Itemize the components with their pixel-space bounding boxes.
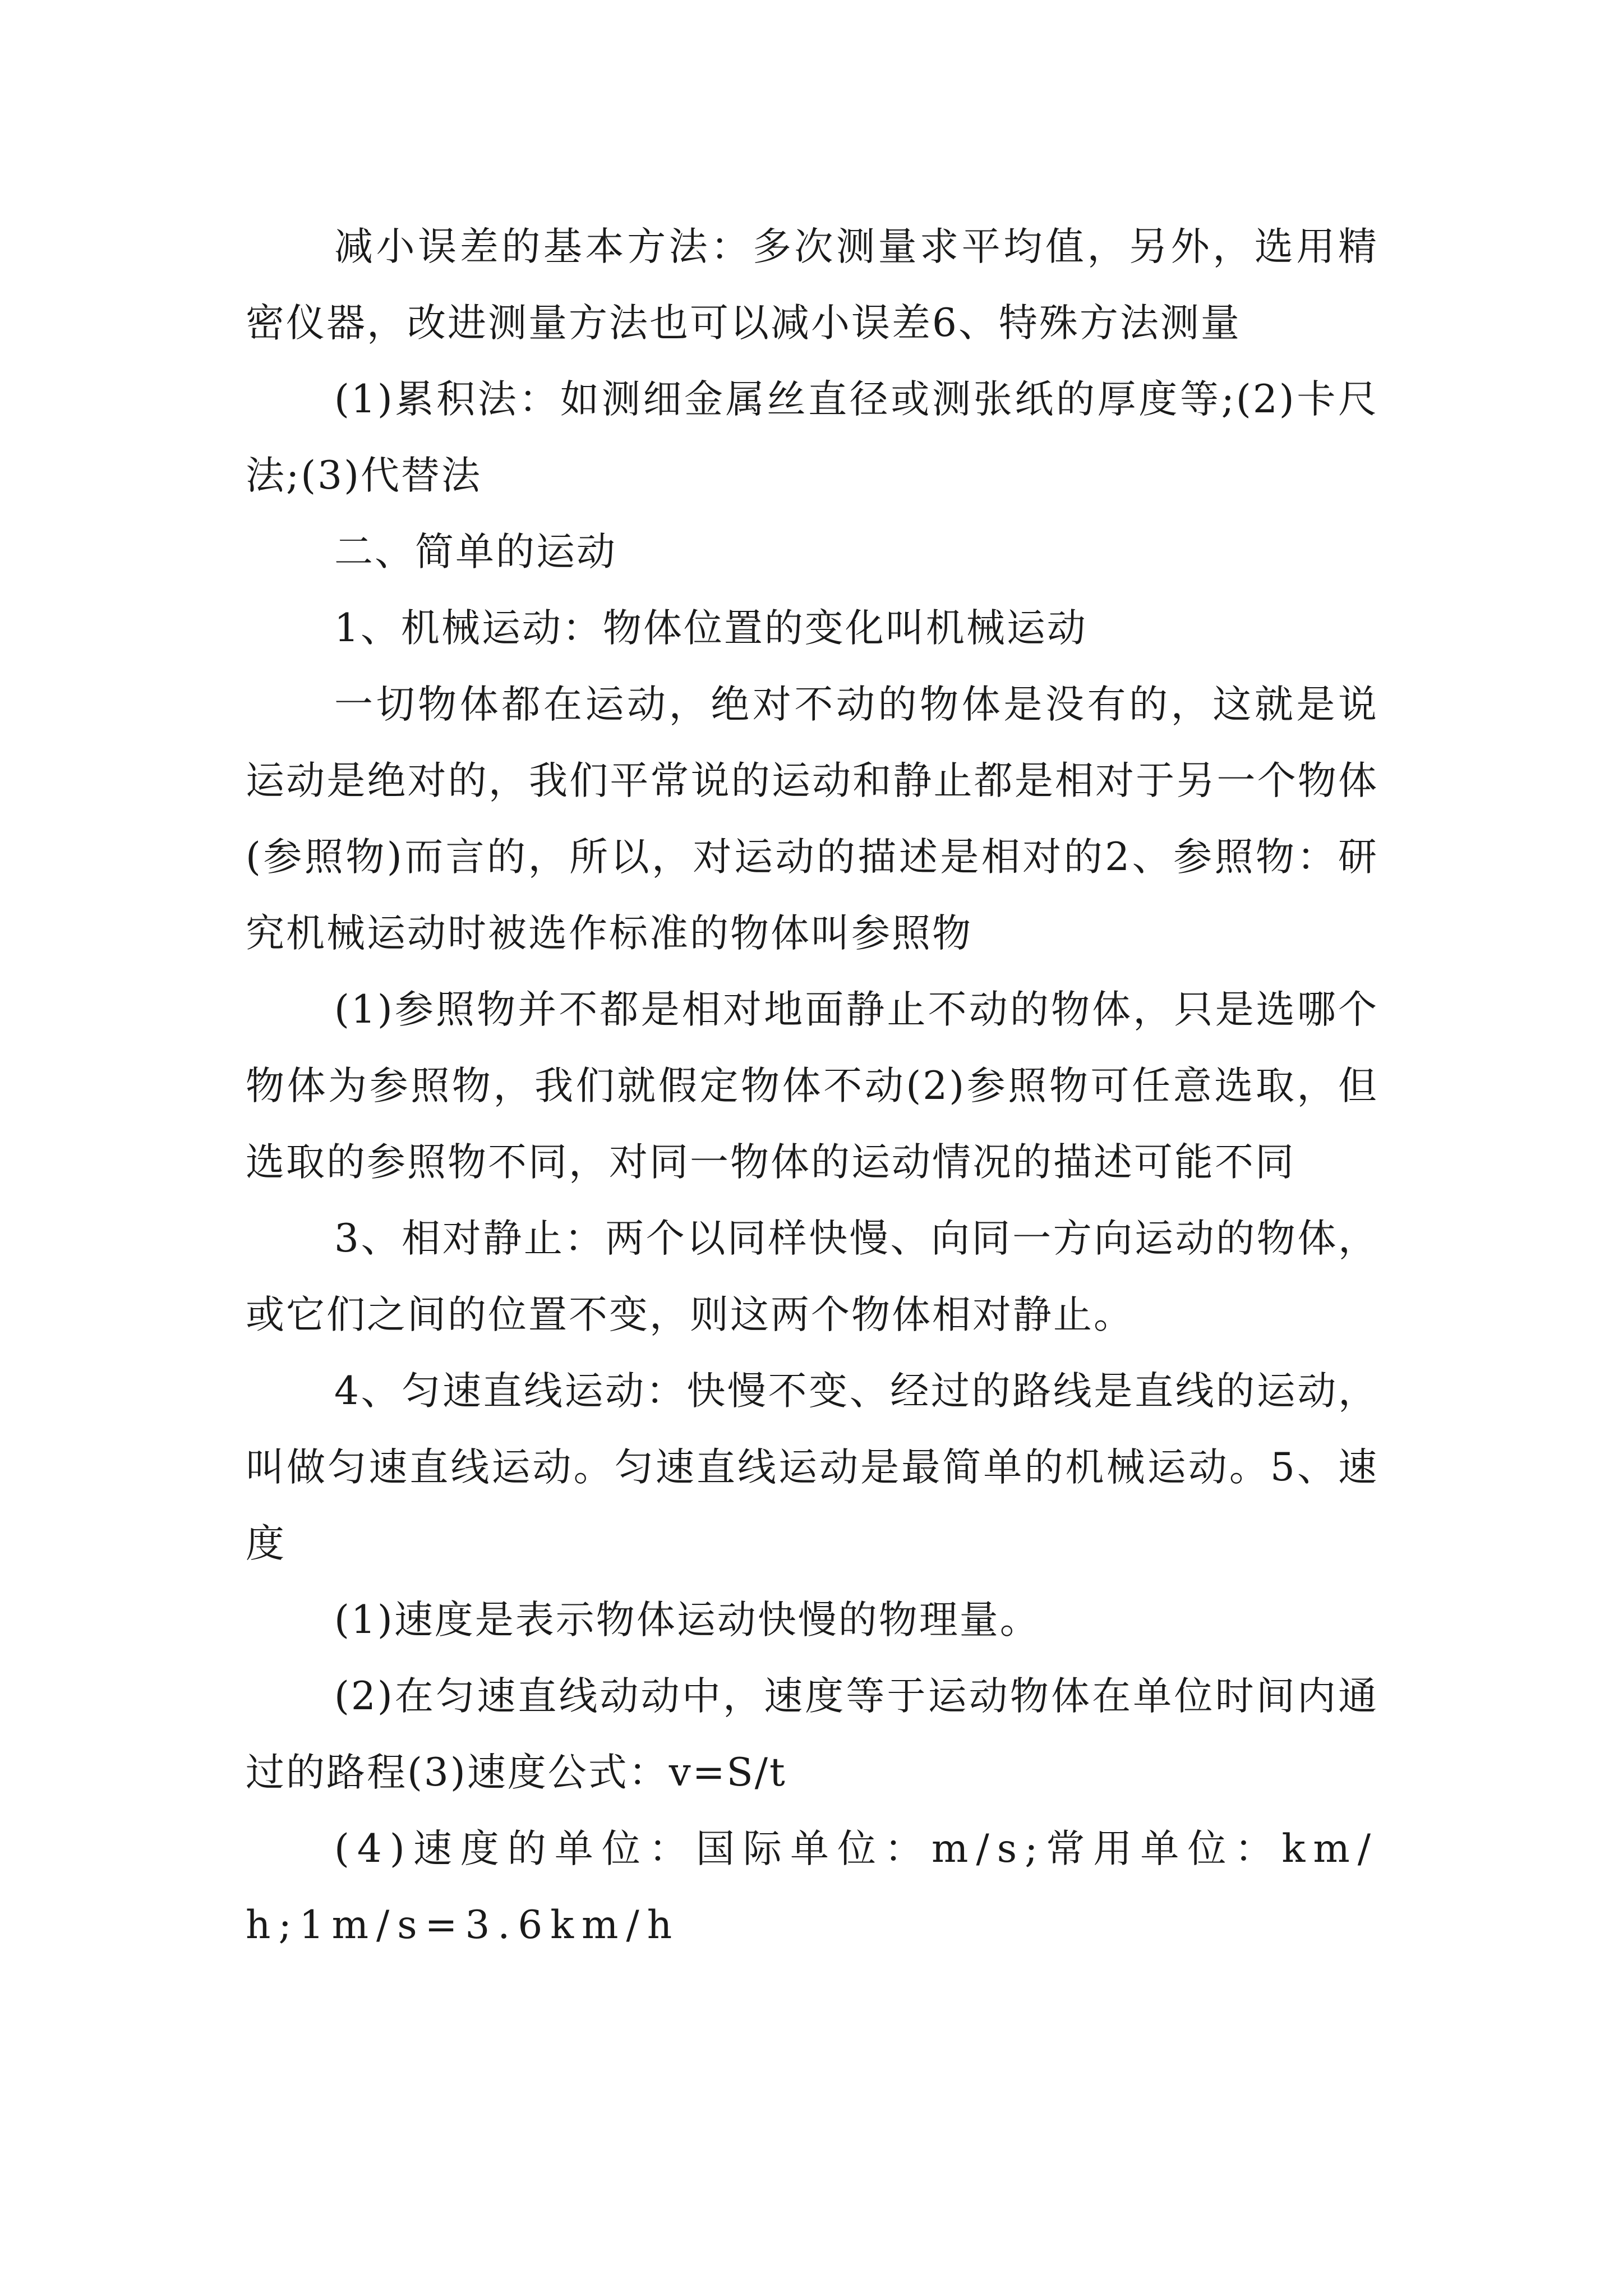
paragraph-speed-units: (4)速度的单位：国际单位：m/s;常用单位：km/h;1m/s=3.6km/h bbox=[246, 1826, 1378, 1948]
paragraph-motion-relativity: 一切物体都在运动，绝对不动的物体是没有的，这就是说运动是绝对的，我们平常说的运动和静止都是相对于另一个物体(参照物)而言的，所以，对运动的描述是相对的2、参照物：研究机械运动时被选作标准的物体叫参照物 bbox=[246, 682, 1378, 956]
paragraph-error-reduction: 减小误差的基本方法：多次测量求平均值，另外，选用精密仪器，改进测量方法也可以减小误差6、特殊方法测量 bbox=[246, 224, 1378, 346]
document-body bbox=[246, 209, 1378, 1963]
paragraph-special-methods: (1)累积法：如测细金属丝直径或测张纸的厚度等;(2)卡尺法;(3)代替法 bbox=[246, 377, 1378, 498]
paragraph-relative-rest: 3、相对静止：两个以同样快慢、向同一方向运动的物体，或它们之间的位置不变，则这两个物体相对静止。 bbox=[246, 1216, 1378, 1337]
section-heading-simple-motion: 二、简单的运动 bbox=[334, 530, 617, 574]
paragraph-uniform-motion: 4、匀速直线运动：快慢不变、经过的路线是直线的运动，叫做匀速直线运动。匀速直线运动是最简单的机械运动。5、速度 bbox=[246, 1369, 1378, 1566]
paragraph-speed-definition: (1)速度是表示物体运动快慢的物理量。 bbox=[334, 1598, 1040, 1642]
paragraph-mechanical-motion: 1、机械运动：物体位置的变化叫机械运动 bbox=[334, 606, 1087, 651]
paragraph-speed-formula: (2)在匀速直线动动中，速度等于运动物体在单位时间内通过的路程(3)速度公式：v=S/t bbox=[246, 1674, 1378, 1795]
paragraph-reference-object: (1)参照物并不都是相对地面静止不动的物体，只是选哪个物体为参照物，我们就假定物体不动(2)参照物可任意选取，但选取的参照物不同，对同一物体的运动情况的描述可能不同 bbox=[246, 987, 1378, 1185]
